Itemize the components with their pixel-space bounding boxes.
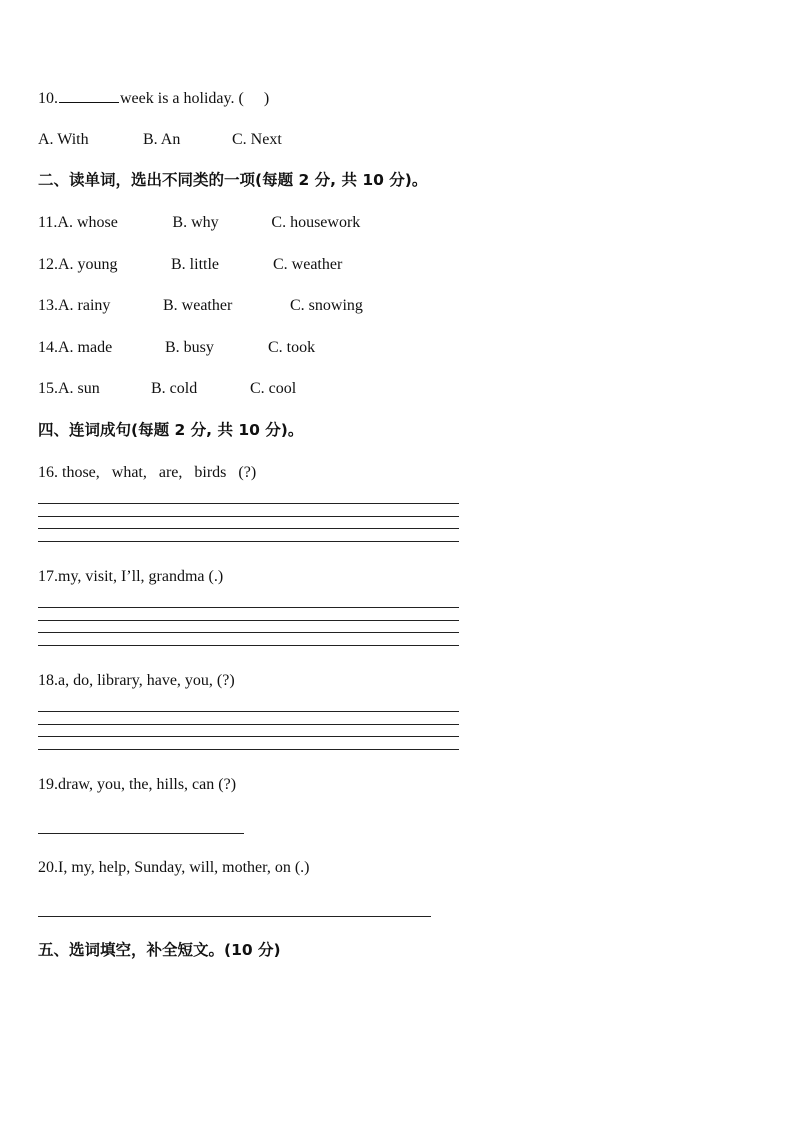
scrambled-words: a, do, library, have, you, (?) <box>58 672 235 689</box>
option-b: B. why <box>172 214 219 231</box>
question-15 <box>38 379 296 399</box>
answer-line <box>38 528 459 529</box>
question-10-options <box>38 130 282 150</box>
question-stem: week is a holiday. ( ) <box>120 90 270 107</box>
scrambled-words: I, my, help, Sunday, will, mother, on (.) <box>58 859 310 876</box>
answer-line <box>38 833 244 834</box>
scrambled-words: draw, you, the, hills, can (?) <box>58 776 237 793</box>
question-14 <box>38 338 315 358</box>
answer-line <box>38 607 459 608</box>
answer-line <box>38 541 459 542</box>
question-10 <box>38 88 269 109</box>
section-heading-5: 五、选词填空，补全短文。(10 分) <box>38 941 281 959</box>
answer-line <box>38 516 459 517</box>
question-number: 17. <box>38 568 58 585</box>
option-b: B. An <box>143 131 181 148</box>
option-c: C. Next <box>232 131 282 148</box>
option-c: C. snowing <box>290 297 363 314</box>
question-number: 12. <box>38 256 58 273</box>
question-17 <box>38 567 223 587</box>
option-a: A. With <box>38 131 89 148</box>
answer-line <box>38 645 459 646</box>
answer-line <box>38 916 431 917</box>
option-b: B. busy <box>165 339 214 356</box>
question-number: 11. <box>38 214 58 231</box>
scrambled-words: those, what, are, birds (?) <box>62 464 257 481</box>
answer-line <box>38 711 459 712</box>
answer-blank <box>59 88 119 103</box>
option-b: B. cold <box>151 380 198 397</box>
answer-line <box>38 724 459 725</box>
question-13 <box>38 296 363 316</box>
option-a: A. sun <box>58 380 100 397</box>
question-number: 16. <box>38 464 58 481</box>
option-c: C. housework <box>271 214 361 231</box>
question-number: 13. <box>38 297 58 314</box>
question-16 <box>38 463 256 483</box>
option-c: C. cool <box>250 380 297 397</box>
answer-line <box>38 503 459 504</box>
option-b: B. little <box>171 256 219 273</box>
scrambled-words: my, visit, I’ll, grandma (.) <box>58 568 224 585</box>
answer-line <box>38 632 459 633</box>
option-a: A. young <box>58 256 118 273</box>
question-12 <box>38 255 342 275</box>
section-heading-4: 四、连词成句(每题 2 分, 共 10 分)。 <box>38 421 304 439</box>
question-number: 15. <box>38 380 58 397</box>
option-c: C. took <box>268 339 316 356</box>
option-a: A. whose <box>57 214 118 231</box>
question-19 <box>38 775 236 795</box>
answer-line <box>38 749 459 750</box>
option-a: A. rainy <box>58 297 111 314</box>
question-number: 14. <box>38 339 58 356</box>
option-c: C. weather <box>273 256 343 273</box>
option-b: B. weather <box>163 297 233 314</box>
question-18 <box>38 671 235 691</box>
question-number: 19. <box>38 776 58 793</box>
question-number: 20. <box>38 859 58 876</box>
question-20 <box>38 858 309 878</box>
question-number: 10. <box>38 90 58 107</box>
question-number: 18. <box>38 672 58 689</box>
answer-line <box>38 736 459 737</box>
option-a: A. made <box>58 339 113 356</box>
section-heading-2: 二、读单词，选出不同类的一项(每题 2 分, 共 10 分)。 <box>38 171 428 189</box>
answer-line <box>38 620 459 621</box>
question-11 <box>38 213 360 233</box>
